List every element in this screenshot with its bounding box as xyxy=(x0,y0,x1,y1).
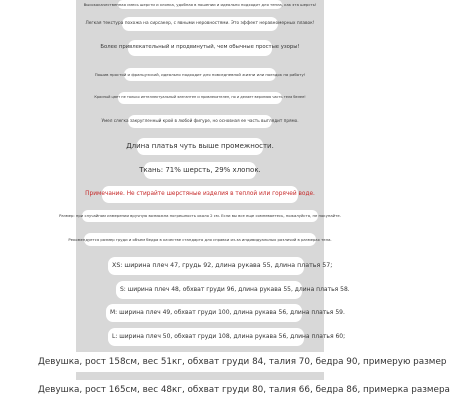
fabric-composition-line: Ткань: 71% шерсть, 29% хлопок. xyxy=(144,162,256,179)
size-recommendation-note: Рекомендуется размер груди и объем бедра в качестве стандарта для справки из-за индивидуальных различий в размерах тела. xyxy=(84,233,316,246)
feature-line-fabric-blend: Высококачественная смесь шерсти и хлопка, удобная в ношении и идеально подходит для тепла, как эта шерсть! xyxy=(118,0,282,9)
washing-note-line: Примечание. Не стирайте шерстяные изделия в теплой или горячей воде. xyxy=(102,186,298,203)
size-l-row: L: ширина плеч 50, обхват груди 108, длина рукава 56, длина платья 60; xyxy=(108,328,304,346)
feature-line-cut: Умел слегка закругленный крой в любой фигуре, но основная ее часть выглядит прямо. xyxy=(128,115,272,128)
model-fit-row-2: Девушка, рост 165см, вес 48кг, обхват груди 80, талия 66, бедра 86, примерка размера xyxy=(32,380,400,400)
size-m-row: M: ширина плеч 49, обхват груди 100, длина рукава 56, длина платья 59. xyxy=(106,304,302,322)
feature-line-texture: Легкая текстура похожа на сирсакер, с явными неровностями. Это эффект неравномерных плавок! xyxy=(122,17,278,31)
size-xs-row: XS: ширина плеч 47, грудь 92, длина рукава 55, длина платья 57; xyxy=(108,257,304,275)
size-s-row: S: ширина плеч 48, обхват груди 96, длина рукава 55, длина платья 58. xyxy=(116,281,302,299)
feature-line-color: Красный цвет не только интеллектуальный элегантен и привлекателен, но и делает верхнюю часть тела белее! xyxy=(118,92,282,104)
dress-length-line: Длина платья чуть выше промежности. xyxy=(137,138,263,155)
model-fit-row-1: Девушка, рост 158см, вес 51кг, обхват груди 84, талия 70, бедра 90, примерую размер xyxy=(32,352,400,372)
feature-line-pattern: Более привлекательный и продвинутый, чем обычные простые узоры! xyxy=(128,40,272,56)
feature-line-tailoring: Пошив простой и французский, идеально подходит для повседневной жизни или поездок на работу! xyxy=(124,68,276,81)
size-measurement-note: Размер: при случайном измерении вручную возможна погрешность около 2 см. Если вы все еще сомневаетесь, пожалуйста, не покупайте. xyxy=(82,210,318,222)
